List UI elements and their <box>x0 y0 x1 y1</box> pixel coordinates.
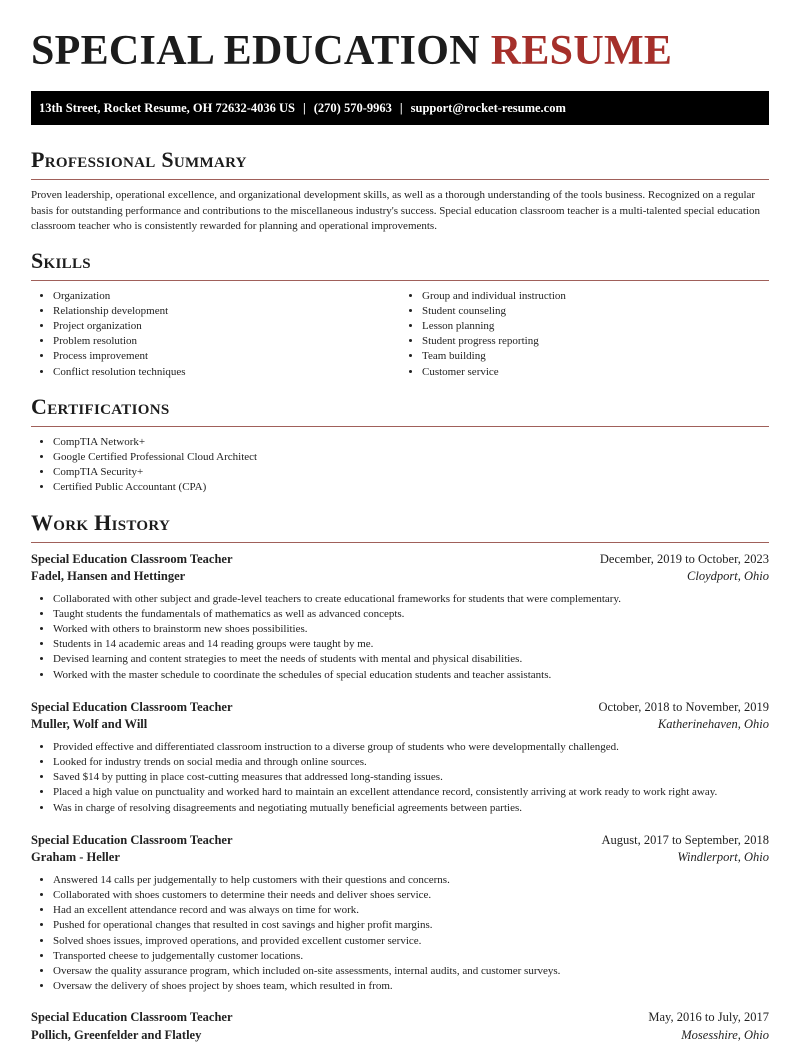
resume-page <box>31 0 769 1044</box>
summary-text: Proven leadership, operational excellence, and organizational development skills, as well as a thorough understanding of the tools business. Recognized on a regular basis for outstanding performance and contributions to the miscellaneous industry's success. Special education classroom teacher is a multi-talented special education classroom teacher who is consistently rewarded for planning and operational improvements. <box>31 189 760 232</box>
summary-heading: Professional Summary <box>31 147 247 172</box>
title-main: SPECIAL EDUCATION <box>31 28 480 74</box>
skills-section <box>31 248 769 380</box>
job-title: Special Education Classroom Teacher <box>31 699 233 714</box>
job-location: Mosesshire, Ohio <box>681 1027 769 1042</box>
skills-list-left <box>31 289 400 380</box>
list-item: • Taught students the fundamentals of mathematics as well as advanced concepts. <box>53 607 769 622</box>
list-item: • Certified Public Accountant (CPA) <box>53 480 769 495</box>
contact-separator: | <box>399 100 403 115</box>
contact-separator: | <box>303 100 306 115</box>
job-dates: August, 2017 to September, 2018 <box>601 832 769 847</box>
section-divider <box>31 426 769 427</box>
list-item: • Oversaw the quality assurance program, which included on-site assessments, internal audits, and customer surveys. <box>53 964 769 979</box>
summary-section <box>31 147 769 235</box>
resume-title <box>31 28 769 74</box>
list-item: • Project organization <box>53 319 400 334</box>
list-item: • Customer service <box>422 365 769 380</box>
contact-email: support@rocket-resume.com <box>410 100 566 115</box>
list-item: • Provided effective and differentiated classroom instruction to a diverse group of students who were developmentally challenged. <box>53 740 769 755</box>
job-entry <box>31 1009 769 1044</box>
list-item: • Was in charge of resolving disagreements and negotiating mutually beneficial agreements between parties. <box>53 801 769 816</box>
list-item: • Worked with the master schedule to coordinate the schedules of special education students and teacher assistants. <box>53 668 769 683</box>
contact-phone: (270) 570-9963 <box>313 100 392 115</box>
job-company: Muller, Wolf and Will <box>31 717 148 732</box>
list-item: • Collaborated with shoes customers to determine their needs and deliver shoes service. <box>53 888 769 903</box>
certifications-heading: Certifications <box>31 393 170 419</box>
list-item: • Placed a high value on punctuality and worked hard to maintain an excellent attendance record, consistently arriving at work ready to work right away. <box>53 785 769 800</box>
list-item: • Collaborated with other subject and grade-level teachers to create educational frameworks for students that were complementary. <box>53 592 769 607</box>
list-item: • CompTIA Network+ <box>53 435 769 450</box>
list-item: • Problem resolution <box>53 334 400 349</box>
job-title: Special Education Classroom Teacher <box>31 551 233 566</box>
certifications-list <box>31 435 769 496</box>
work-section <box>31 510 769 1044</box>
list-item: • Student counseling <box>422 304 769 319</box>
skills-list-right <box>400 289 769 380</box>
job-company: Pollich, Greenfelder and Flatley <box>31 1027 202 1042</box>
skills-columns <box>31 289 769 380</box>
list-item: • Conflict resolution techniques <box>53 365 400 380</box>
job-entry <box>31 832 769 995</box>
job-dates: May, 2016 to July, 2017 <box>648 1010 769 1025</box>
skills-heading: Skills <box>31 247 91 273</box>
job-dates: December, 2019 to October, 2023 <box>599 551 769 566</box>
job-title: Special Education Classroom Teacher <box>31 832 233 847</box>
list-item: • Relationship development <box>53 304 400 319</box>
job-location: Windlerport, Ohio <box>677 850 769 865</box>
job-bullets <box>31 592 769 683</box>
section-divider <box>31 280 769 281</box>
job-company: Graham - Heller <box>31 850 120 865</box>
certifications-section <box>31 394 769 496</box>
section-divider <box>31 179 769 180</box>
list-item: • Organization <box>53 289 400 304</box>
list-item: • Students in 14 academic areas and 14 reading groups were taught by me. <box>53 637 769 652</box>
contact-bar <box>31 91 769 125</box>
list-item: • Process improvement <box>53 349 400 364</box>
list-item: • Team building <box>422 349 769 364</box>
work-heading: Work History <box>31 509 171 535</box>
job-entry <box>31 699 769 816</box>
list-item: • Devised learning and content strategies to meet the needs of students with mental and physical disabilities. <box>53 652 769 667</box>
job-location: Katherinehaven, Ohio <box>657 717 769 732</box>
list-item: • CompTIA Security+ <box>53 465 769 480</box>
list-item: • Worked with others to brainstorm new shoes possibilities. <box>53 622 769 637</box>
job-title: Special Education Classroom Teacher <box>31 1010 233 1025</box>
title-accent: RESUME <box>490 28 673 74</box>
job-company: Fadel, Hansen and Hettinger <box>31 569 186 584</box>
list-item: • Looked for industry trends on social media and through online sources. <box>53 755 769 770</box>
list-item: • Transported cheese to judgementally customer locations. <box>53 949 769 964</box>
list-item: • Solved shoes issues, improved operations, and provided excellent customer service. <box>53 934 769 949</box>
list-item: • Group and individual instruction <box>422 289 769 304</box>
contact-address: 13th Street, Rocket Resume, OH 72632-4036 US <box>39 100 295 115</box>
list-item: • Had an excellent attendance record and was always on time for work. <box>53 903 769 918</box>
job-location: Cloydport, Ohio <box>687 569 769 584</box>
list-item: • Answered 14 calls per judgementally to help customers with their questions and concerns. <box>53 873 769 888</box>
list-item: • Saved $14 by putting in place cost-cutting measures that addressed long-standing issues. <box>53 770 769 785</box>
list-item: • Google Certified Professional Cloud Architect <box>53 450 769 465</box>
list-item: • Pushed for operational changes that resulted in cost savings and higher profit margins. <box>53 918 769 933</box>
job-dates: October, 2018 to November, 2019 <box>598 699 769 714</box>
section-divider <box>31 542 769 543</box>
job-entry <box>31 551 769 683</box>
list-item: • Oversaw the delivery of shoes project by shoes team, which resulted in from. <box>53 979 769 994</box>
job-bullets <box>31 873 769 995</box>
list-item: • Lesson planning <box>422 319 769 334</box>
list-item: • Student progress reporting <box>422 334 769 349</box>
job-bullets <box>31 740 769 816</box>
